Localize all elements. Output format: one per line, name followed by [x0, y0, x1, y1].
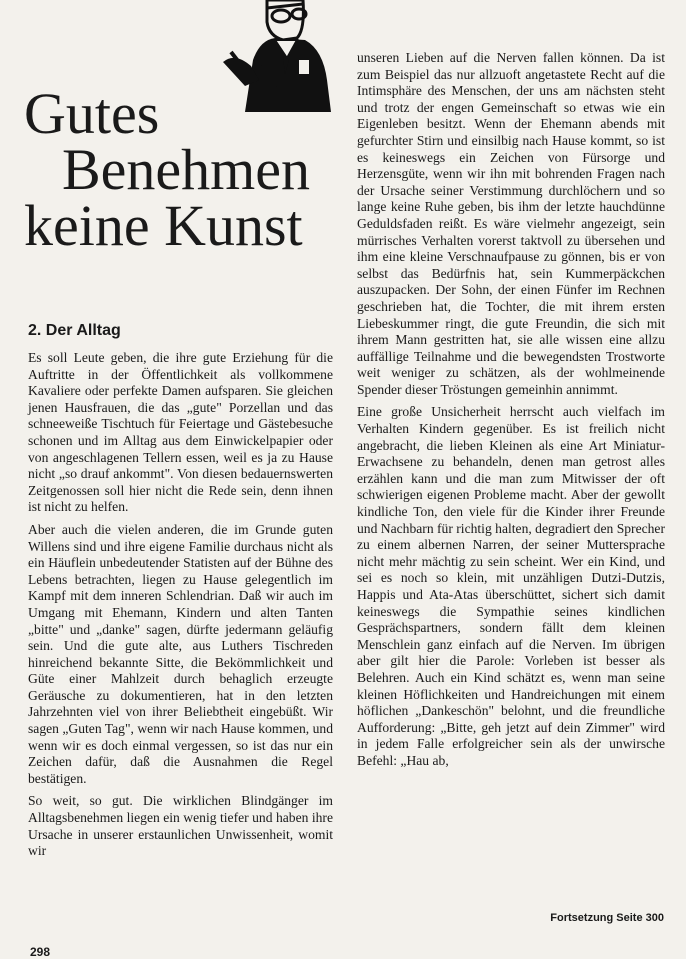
paragraph: unseren Lieben auf die Nerven fallen können. Da ist zum Beispiel das nur allzuoft angetastete Recht auf die Intimsphäre des Menschen, der uns am nächsten steht und trotz der engen Gemeinschaft so etwas wie ein Eigenleben besitzt. Wenn der Ehemann abends mit gefurchter Stirn und einsilbig nach Hause kommt, so ist es keineswegs ein Zeichen von Fürsorge und Herzensgüte, wenn wir ihn mit bohrenden Fragen nach der Ursache seiner Verstimmung durchlöchern und so lange keine Ruhe geben, bis ihm der letzte hauchdünne Geduldsfaden reißt. Es wäre vielmehr angezeigt, sein mürrisches Verhalten vorerst taktvoll zu übersehen und ihm eine kleine Verschnaufpause zu gönnen, bis er von selbst das Bedürfnis hat, sein Kummerpäckchen auszupacken. Der Sohn, der einen Fünfer im Rechnen geschrieben hat, die Tochter, die mit ihrem ersten Liebeskummer ringt, die gute Freundin, die sich mit ihrem Mann gestritten hat, sie alle wissen eine allzu auffällige Teilnahme und die bewegendsten Trostworte weit weniger zu schätzen, als der wohlmeinende Spender dieser Tröstungen gemeinhin annimmt. [357, 50, 665, 397]
continuation-note: Fortsetzung Seite 300 [550, 912, 664, 924]
section-title: 2. Der Alltag [28, 322, 121, 339]
paragraph: Aber auch die vielen anderen, die im Grunde guten Willens sind und ihre eigene Familie durchaus nicht als ein Häuflein unbedeutender Statisten auf der Bühne des Lebens betrachten, liegen zu Hause gelegentlich im Kampf mit dem inneren Schlendrian. Daß wir auch im Umgang mit Ehemann, Kindern und alten Tanten „bitte" und „danke" sagen, dürfte jedermann geläufig sein. Und die gute alte, aus Luthers Tischreden hinreichend bekannte Sitte, die Bekömmlichkeit und Güte einer Mahlzeit durch behaglich erzeugte Geräusche zu dokumentieren, hat in den letzten Jahrzehnten viel von ihrer Beliebtheit eingebüßt. Wir sagen „Guten Tag", wenn wir nach Hause kommen, und wenn wir es doch einmal vergessen, so ist das nur ein Zeichen dafür, daß die Ausnahmen die Regel bestätigen. [28, 521, 333, 786]
headline-line-3: keine Kunst [24, 193, 303, 258]
page-number: 298 [30, 945, 51, 959]
headline-line-2: Benehmen [62, 137, 311, 202]
headline-line-1: Gutes [24, 81, 160, 146]
headline [22, 81, 342, 258]
paragraph: Es soll Leute geben, die ihre gute Erziehung für die Auftritte in der Öffentlichkeit als vollkommene Kavaliere oder perfekte Damen aufsparen. Sie gleichen jenen Hausfrauen, die das „gute" Porzellan und das schneeweiße Tischtuch für Feiertage und Gästebesuche schonen und im Alltag aus dem Einwickelpapier oder von angeschlagenen Tellern essen, weil es ja zu Hause nicht „so drauf ankommt". Von diesen bedauernswerten Zeitgenossen soll hier nicht die Rede sein, denn ihnen ist nicht zu helfen. [28, 350, 333, 515]
paragraph: So weit, so gut. Die wirklichen Blindgänger im Alltagsbenehmen liegen ein wenig tiefer und haben ihre Ursache in unserer erstaunlichen Unwissenheit, womit wir [28, 793, 333, 859]
paragraph: Eine große Unsicherheit herrscht auch vielfach im Verhalten Kindern gegenüber. Es ist freilich nicht angebracht, die lieben Kleinen als eine Art Miniatur-Erwachsene zu behandeln, denen man getrost alles erzählen kann und die man zum Mitwisser der oft schwierigen eigenen Probleme macht. Aber der gewollt kindliche Ton, den viele für die Kinder ihrer Freunde und Nachbarn für richtig halten, degradiert den Sprecher zu einem albernen Narren, der seiner Muttersprache nicht mehr mächtig zu sein scheint. Wer ein Kind, und sei es noch so klein, mit unzähligen Dutzi-Dutzis, Happis und Ata-Atas überschüttet, sichert sich damit keineswegs die Sympathie seines kindlichen Gesprächspartners, sondern fällt dem kleinen Menschlein ganz einfach auf die Nerven. Im übrigen aber gilt hier die Parole: Vorleben ist besser als Belehren. Auch ein Kind schätzt es, wenn man seine kleinen Höflichkeiten und Handreichungen mit einem höflichen „Dankeschön" belohnt, und die freundliche Aufforderung: „Bitte, geh jetzt auf dein Zimmer" wird in jedem Falle erfolgreicher sein als der unwirsche Befehl: „Hau ab, [357, 404, 665, 768]
right-column [357, 50, 665, 776]
left-column [28, 350, 333, 866]
